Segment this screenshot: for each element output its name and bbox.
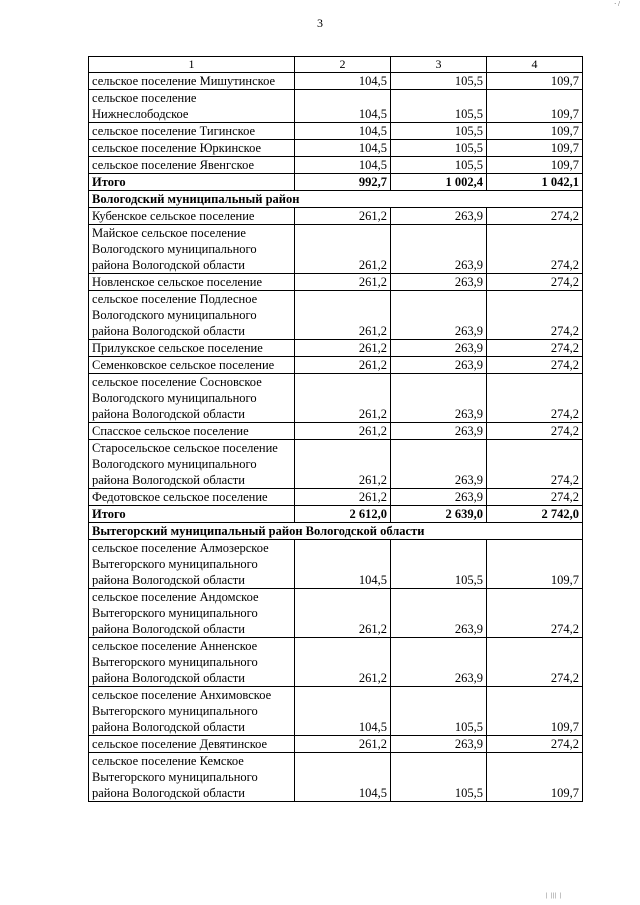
table-row — [89, 423, 583, 440]
total-label — [89, 174, 295, 191]
table-row — [89, 638, 583, 687]
value-col-2: 261,2 — [295, 225, 391, 274]
value-col-2: 2 612,0 — [295, 506, 391, 523]
corner-mark: · / — [613, 0, 620, 8]
value-col-3: 105,5 — [391, 123, 487, 140]
settlement-name — [89, 540, 295, 589]
name-line: Старосельское сельское поселение — [92, 441, 278, 455]
name-line: района Вологодской области — [92, 622, 245, 636]
value-col-3: 263,9 — [391, 291, 487, 340]
value-col-4: 274,2 — [487, 357, 583, 374]
name-line: района Вологодской области — [92, 473, 245, 487]
header-row — [89, 57, 583, 73]
value-col-4: 274,2 — [487, 340, 583, 357]
name-line: сельское поселение Девятинское — [92, 737, 268, 751]
table-row — [89, 73, 583, 90]
value-col-4: 1 042,1 — [487, 174, 583, 191]
name-line: Вологодского муниципального — [92, 457, 257, 471]
value-col-4: 274,2 — [487, 440, 583, 489]
table-row — [89, 736, 583, 753]
settlement-name — [89, 208, 295, 225]
name-line: сельское поселение Подлесное — [92, 292, 258, 306]
value-col-4: 274,2 — [487, 291, 583, 340]
total-row — [89, 174, 583, 191]
table-row — [89, 208, 583, 225]
value-col-3: 263,9 — [391, 340, 487, 357]
settlement-name — [89, 123, 295, 140]
name-line: сельское поселение Тигинское — [92, 124, 256, 138]
value-col-2: 992,7 — [295, 174, 391, 191]
value-col-4: 274,2 — [487, 489, 583, 506]
table-row — [89, 140, 583, 157]
budget-table — [88, 56, 583, 802]
section-title: Вытегорский муниципальный район Вологодской области — [89, 523, 583, 540]
table-row — [89, 687, 583, 736]
value-col-3: 105,5 — [391, 687, 487, 736]
value-col-4: 109,7 — [487, 90, 583, 123]
section-row — [89, 523, 583, 540]
value-col-3: 263,9 — [391, 440, 487, 489]
value-col-4: 109,7 — [487, 540, 583, 589]
value-col-2: 104,5 — [295, 73, 391, 90]
value-col-4: 109,7 — [487, 753, 583, 802]
table-row — [89, 589, 583, 638]
name-line: Вытегорского муниципального — [92, 557, 258, 571]
value-col-2: 104,5 — [295, 123, 391, 140]
page-number: 3 — [317, 16, 323, 30]
value-col-2: 261,2 — [295, 208, 391, 225]
settlement-name — [89, 225, 295, 274]
name-line: сельское поселение Анненское — [92, 639, 258, 653]
value-col-4: 274,2 — [487, 638, 583, 687]
value-col-2: 261,2 — [295, 423, 391, 440]
settlement-name — [89, 73, 295, 90]
name-line: района Вологодской области — [92, 786, 245, 800]
table-row — [89, 157, 583, 174]
value-col-2: 261,2 — [295, 274, 391, 291]
table-row — [89, 357, 583, 374]
settlement-name — [89, 357, 295, 374]
settlement-name — [89, 157, 295, 174]
settlement-name — [89, 423, 295, 440]
value-col-2: 104,5 — [295, 753, 391, 802]
section-title: Вологодский муниципальный район — [89, 191, 583, 208]
value-col-2: 104,5 — [295, 157, 391, 174]
name-line: Семенковское сельское поселение — [92, 358, 275, 372]
value-col-4: 109,7 — [487, 687, 583, 736]
value-col-3: 105,5 — [391, 157, 487, 174]
name-line: Спасское сельское поселение — [92, 424, 249, 438]
value-col-4: 274,2 — [487, 274, 583, 291]
value-col-2: 261,2 — [295, 374, 391, 423]
value-col-4: 109,7 — [487, 140, 583, 157]
value-col-3: 105,5 — [391, 540, 487, 589]
settlement-name — [89, 589, 295, 638]
table-row — [89, 489, 583, 506]
name-line: Вытегорского муниципального — [92, 606, 258, 620]
value-col-2: 104,5 — [295, 140, 391, 157]
name-line: района Вологодской области — [92, 324, 245, 338]
name-line: Новленское сельское поселение — [92, 275, 263, 289]
value-col-3: 263,9 — [391, 357, 487, 374]
settlement-name — [89, 274, 295, 291]
name-line: Итого — [92, 175, 126, 189]
column-header-4: 4 — [487, 57, 583, 73]
table-row — [89, 753, 583, 802]
value-col-2: 261,2 — [295, 340, 391, 357]
value-col-2: 261,2 — [295, 589, 391, 638]
name-line: сельское поселение Явенгское — [92, 158, 255, 172]
settlement-name — [89, 736, 295, 753]
name-line: сельское поселение Анхимовское — [92, 688, 272, 702]
value-col-4: 274,2 — [487, 225, 583, 274]
value-col-4: 274,2 — [487, 208, 583, 225]
name-line: Нижнеслободское — [92, 107, 189, 121]
value-col-4: 274,2 — [487, 589, 583, 638]
table-row — [89, 274, 583, 291]
value-col-4: 274,2 — [487, 374, 583, 423]
settlement-name — [89, 687, 295, 736]
name-line: сельское поселение Кемское — [92, 754, 244, 768]
section-row — [89, 191, 583, 208]
name-line: Майское сельское поселение — [92, 226, 246, 240]
name-line: Вологодского муниципального — [92, 242, 257, 256]
name-line: района Вологодской области — [92, 258, 245, 272]
settlement-name — [89, 140, 295, 157]
name-line: сельское поселение Сосновское — [92, 375, 262, 389]
total-label — [89, 506, 295, 523]
value-col-3: 263,9 — [391, 489, 487, 506]
value-col-4: 109,7 — [487, 73, 583, 90]
table-row — [89, 540, 583, 589]
value-col-4: 2 742,0 — [487, 506, 583, 523]
value-col-3: 2 639,0 — [391, 506, 487, 523]
name-line: Вологодского муниципального — [92, 308, 257, 322]
value-col-3: 263,9 — [391, 736, 487, 753]
column-header-2: 2 — [295, 57, 391, 73]
name-line: Федотовское сельское поселение — [92, 490, 268, 504]
value-col-4: 109,7 — [487, 123, 583, 140]
settlement-name — [89, 90, 295, 123]
settlement-name — [89, 753, 295, 802]
value-col-2: 261,2 — [295, 440, 391, 489]
settlement-name — [89, 489, 295, 506]
name-line: района Вологодской области — [92, 407, 245, 421]
name-line: сельское поселение Андомское — [92, 590, 259, 604]
table-row — [89, 123, 583, 140]
value-col-3: 263,9 — [391, 225, 487, 274]
value-col-3: 263,9 — [391, 589, 487, 638]
table-row — [89, 90, 583, 123]
name-line: района Вологодской области — [92, 671, 245, 685]
value-col-2: 261,2 — [295, 638, 391, 687]
name-line: района Вологодской области — [92, 573, 245, 587]
value-col-4: 274,2 — [487, 423, 583, 440]
value-col-2: 104,5 — [295, 687, 391, 736]
column-header-3: 3 — [391, 57, 487, 73]
value-col-4: 109,7 — [487, 157, 583, 174]
table-row — [89, 440, 583, 489]
name-line: Вытегорского муниципального — [92, 655, 258, 669]
value-col-4: 274,2 — [487, 736, 583, 753]
table-row — [89, 225, 583, 274]
table-row — [89, 291, 583, 340]
value-col-3: 105,5 — [391, 90, 487, 123]
settlement-name — [89, 638, 295, 687]
name-line: Вологодского муниципального — [92, 391, 257, 405]
name-line: района Вологодской области — [92, 720, 245, 734]
value-col-3: 263,9 — [391, 274, 487, 291]
value-col-2: 261,2 — [295, 489, 391, 506]
budget-table-body — [89, 57, 583, 802]
settlement-name — [89, 374, 295, 423]
name-line: Вытегорского муниципального — [92, 770, 258, 784]
name-line: сельское поселение Юркинское — [92, 141, 262, 155]
value-col-2: 104,5 — [295, 90, 391, 123]
value-col-3: 105,5 — [391, 73, 487, 90]
name-line: Кубенское сельское поселение — [92, 209, 255, 223]
total-row — [89, 506, 583, 523]
value-col-2: 261,2 — [295, 291, 391, 340]
value-col-3: 263,9 — [391, 638, 487, 687]
name-line: сельское поселение Алмозерское — [92, 541, 269, 555]
name-line: Итого — [92, 507, 126, 521]
column-header-1: 1 — [89, 57, 295, 73]
value-col-2: 104,5 — [295, 540, 391, 589]
value-col-2: 261,2 — [295, 736, 391, 753]
settlement-name — [89, 291, 295, 340]
value-col-3: 263,9 — [391, 423, 487, 440]
table-row — [89, 374, 583, 423]
value-col-2: 261,2 — [295, 357, 391, 374]
scan-mark: | ||| | — [545, 893, 562, 899]
name-line: сельское поселение — [92, 91, 197, 105]
value-col-3: 263,9 — [391, 374, 487, 423]
value-col-3: 105,5 — [391, 140, 487, 157]
settlement-name — [89, 440, 295, 489]
table-row — [89, 340, 583, 357]
value-col-3: 263,9 — [391, 208, 487, 225]
name-line: Вытегорского муниципального — [92, 704, 258, 718]
name-line: Прилукское сельское поселение — [92, 341, 263, 355]
name-line: сельское поселение Мишутинское — [92, 74, 276, 88]
value-col-3: 105,5 — [391, 753, 487, 802]
settlement-name — [89, 340, 295, 357]
value-col-3: 1 002,4 — [391, 174, 487, 191]
